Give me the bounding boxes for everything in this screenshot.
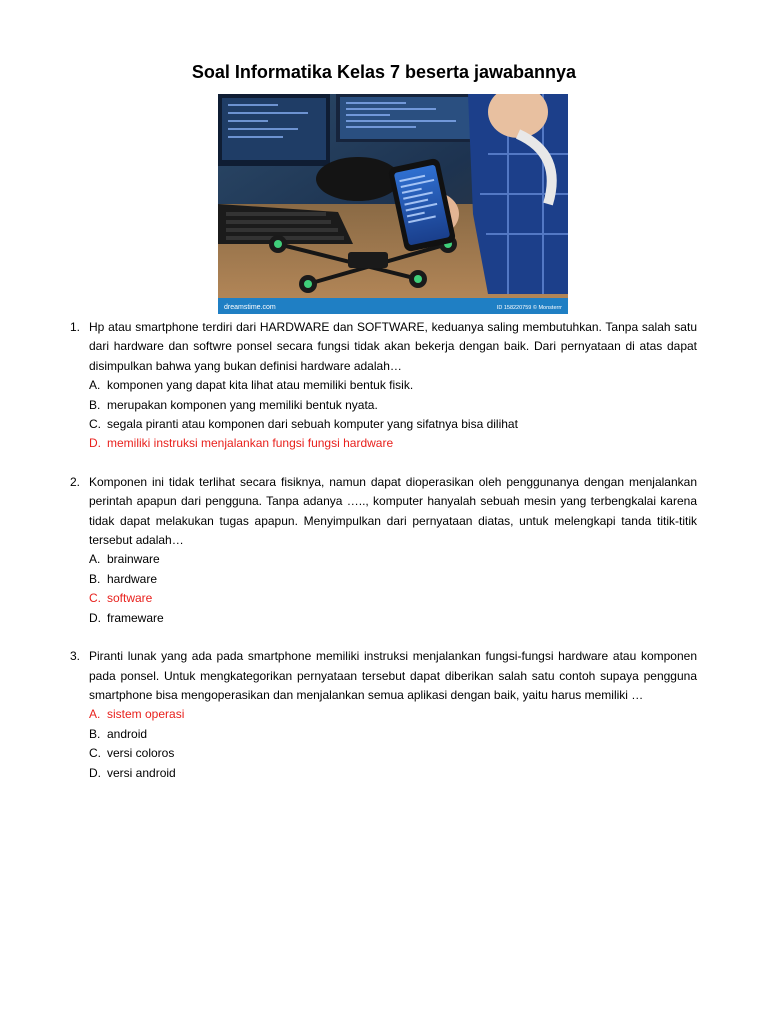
answer-option-b [89, 725, 697, 744]
option-text: android [107, 726, 148, 741]
watermark-right: ID 158220759 © Monsterrr [496, 305, 562, 311]
answer-option-d [89, 609, 697, 628]
answer-option-a-correct [89, 705, 697, 724]
option-label: A. [89, 552, 101, 567]
option-label: C. [89, 591, 101, 606]
answer-option-c [89, 415, 697, 434]
option-label: D. [89, 765, 101, 780]
option-label: C. [89, 746, 101, 761]
question-number: 2. [70, 474, 81, 489]
watermark-left: dreamstime.com [224, 304, 276, 311]
question-list [70, 318, 697, 802]
option-text: frameware [107, 610, 164, 625]
answer-option-d-correct [89, 434, 697, 453]
option-text: versi android [107, 765, 176, 780]
option-label: D. [89, 436, 101, 451]
option-text: versi coloros [107, 746, 175, 761]
question-1 [70, 318, 697, 454]
option-text: komponen yang dapat kita lihat atau memiliki bentuk fisik. [107, 378, 414, 393]
answer-option-a [89, 550, 697, 569]
page-title: Soal Informatika Kelas 7 beserta jawabannya [191, 62, 577, 82]
question-number: 3. [70, 649, 81, 664]
option-text: brainware [107, 552, 160, 567]
option-label: B. [89, 726, 101, 741]
option-label: B. [89, 397, 101, 412]
option-text: software [107, 591, 153, 606]
option-label: A. [89, 707, 101, 722]
question-text: Hp atau smartphone terdiri dari HARDWARE dan SOFTWARE, keduanya saling membutuhkan. Tanpa salah satu dari hardware dan softwre ponsel secara fungsi tidak akan bekerja dengan baik. Dari pernyataan di atas dapat disimpulkan bahwa yang bukan definisi hardware adalah… [89, 320, 697, 373]
option-text: memiliki instruksi menjalankan fungsi fungsi hardware [107, 436, 394, 451]
answer-option-a [89, 376, 697, 395]
answer-option-c-correct [89, 589, 697, 608]
option-label: B. [89, 571, 101, 586]
option-text: hardware [107, 571, 158, 586]
question-2 [70, 473, 697, 628]
option-text: sistem operasi [107, 707, 185, 722]
option-text: segala piranti atau komponen dari sebuah komputer yang sifatnya bisa dilihat [107, 417, 518, 432]
question-text: Komponen ini tidak terlihat secara fisiknya, namun dapat dioperasikan oleh penggunanya dengan menjalankan perintah apapun dari pengguna. Tanpa adanya ….., komputer hanyalah sebuah mesin yang terbengkalai karena tidak dapat melakukan tugas apapun. Menyimpulkan dari pernyataan diatas, untuk melengkapi tanda titik-titik tersebut adalah… [89, 474, 697, 548]
answer-option-b [89, 570, 697, 589]
answer-option-b [89, 396, 697, 415]
option-label: D. [89, 610, 101, 625]
illustration-photo [218, 94, 568, 314]
question-number: 1. [70, 320, 81, 334]
answer-option-d [89, 764, 697, 783]
question-text: Piranti lunak yang ada pada smartphone memiliki instruksi menjalankan fungsi-fungsi hardware atau komponen pada ponsel. Untuk mengkategorikan pernyataan tersebut dapat diberikan salah satu contoh supaya pengguna smartphone bisa mengoperasikan dan menjalankan semua aplikasi dengan baik, yaitu harus memiliki … [89, 649, 697, 702]
option-label: C. [89, 417, 101, 432]
answer-option-c [89, 744, 697, 763]
question-3 [70, 647, 697, 783]
option-text: merupakan komponen yang memiliki bentuk nyata. [107, 397, 378, 412]
option-label: A. [89, 378, 101, 393]
